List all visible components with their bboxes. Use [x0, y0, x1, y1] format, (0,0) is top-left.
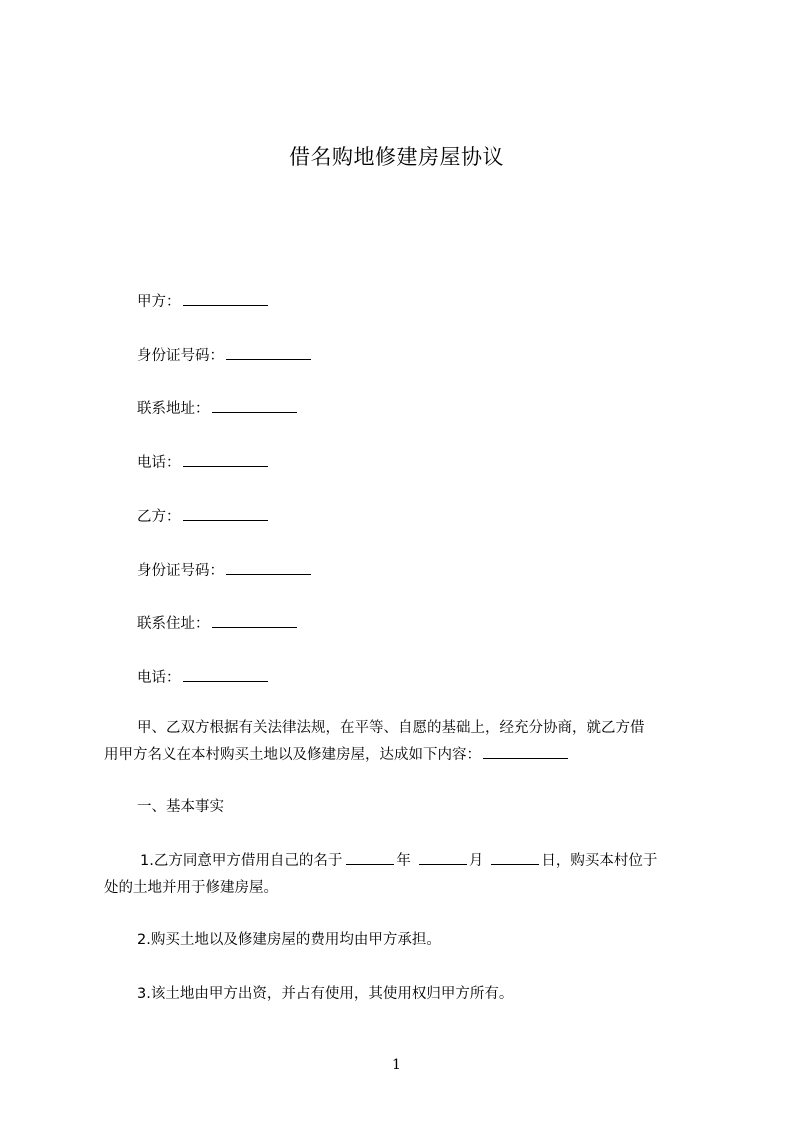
clause-2: 2.购买土地以及修建房屋的费用均由甲方承担。 — [137, 932, 441, 948]
clause-1-year: 年 — [396, 853, 411, 869]
clause-1-prefix: 1.乙方同意甲方借用自己的名于 — [140, 853, 343, 869]
party-b-phone-label: 电话： — [137, 670, 181, 686]
party-a-id-label: 身份证号码： — [137, 348, 224, 364]
party-a-address-blank — [212, 398, 297, 413]
party-a-address-label: 联系地址： — [137, 401, 210, 417]
party-b-name-field — [137, 506, 268, 527]
clause-1-line-1 — [104, 848, 704, 875]
party-b-id-field — [137, 560, 311, 581]
clause-1-day-suffix: 日，购买本村位于 — [541, 853, 658, 869]
party-a-phone-blank — [183, 452, 268, 467]
intro-line-1: 甲、乙双方根据有关法律法规，在平等、自愿的基础上，经充分协商，就乙方借 — [137, 720, 645, 736]
clause-1-month: 月 — [468, 853, 484, 869]
clause-1-line-2: 处的土地并用于修建房屋。 — [104, 880, 278, 896]
party-a-id-blank — [226, 345, 311, 360]
party-a-name-label: 甲方： — [137, 294, 181, 310]
clause-3: 3.该土地由甲方出资，并占有使用，其使用权归甲方所有。 — [137, 986, 514, 1002]
clause-1 — [104, 848, 704, 902]
party-a-address-field — [137, 398, 297, 419]
party-b-address-blank — [212, 613, 297, 628]
day-blank — [491, 850, 539, 865]
party-a-name-field — [137, 291, 268, 312]
party-b-address-field — [137, 613, 297, 634]
party-b-id-blank — [226, 560, 311, 575]
intro-blank — [483, 744, 568, 759]
party-b-phone-field — [137, 667, 268, 688]
party-b-name-label: 乙方： — [137, 509, 181, 525]
party-b-id-label: 身份证号码： — [137, 563, 224, 579]
section-1-heading: 一、基本事实 — [137, 799, 224, 815]
party-a-name-blank — [183, 291, 268, 306]
intro-line-2 — [104, 742, 704, 769]
party-a-phone-field — [137, 452, 268, 473]
document-title: 借名购地修建房屋协议 — [289, 145, 504, 169]
party-a-phone-label: 电话： — [137, 455, 181, 471]
party-a-id-field — [137, 345, 311, 366]
party-b-address-label: 联系住址： — [137, 616, 210, 632]
party-b-phone-blank — [183, 667, 268, 682]
month-blank — [419, 850, 467, 865]
page-number: 1 — [392, 1057, 401, 1073]
year-blank — [346, 850, 394, 865]
party-b-name-blank — [183, 506, 268, 521]
intro-line-2-text: 用甲方名义在本村购买土地以及修建房屋，达成如下内容： — [104, 747, 481, 763]
intro-paragraph — [104, 715, 704, 769]
